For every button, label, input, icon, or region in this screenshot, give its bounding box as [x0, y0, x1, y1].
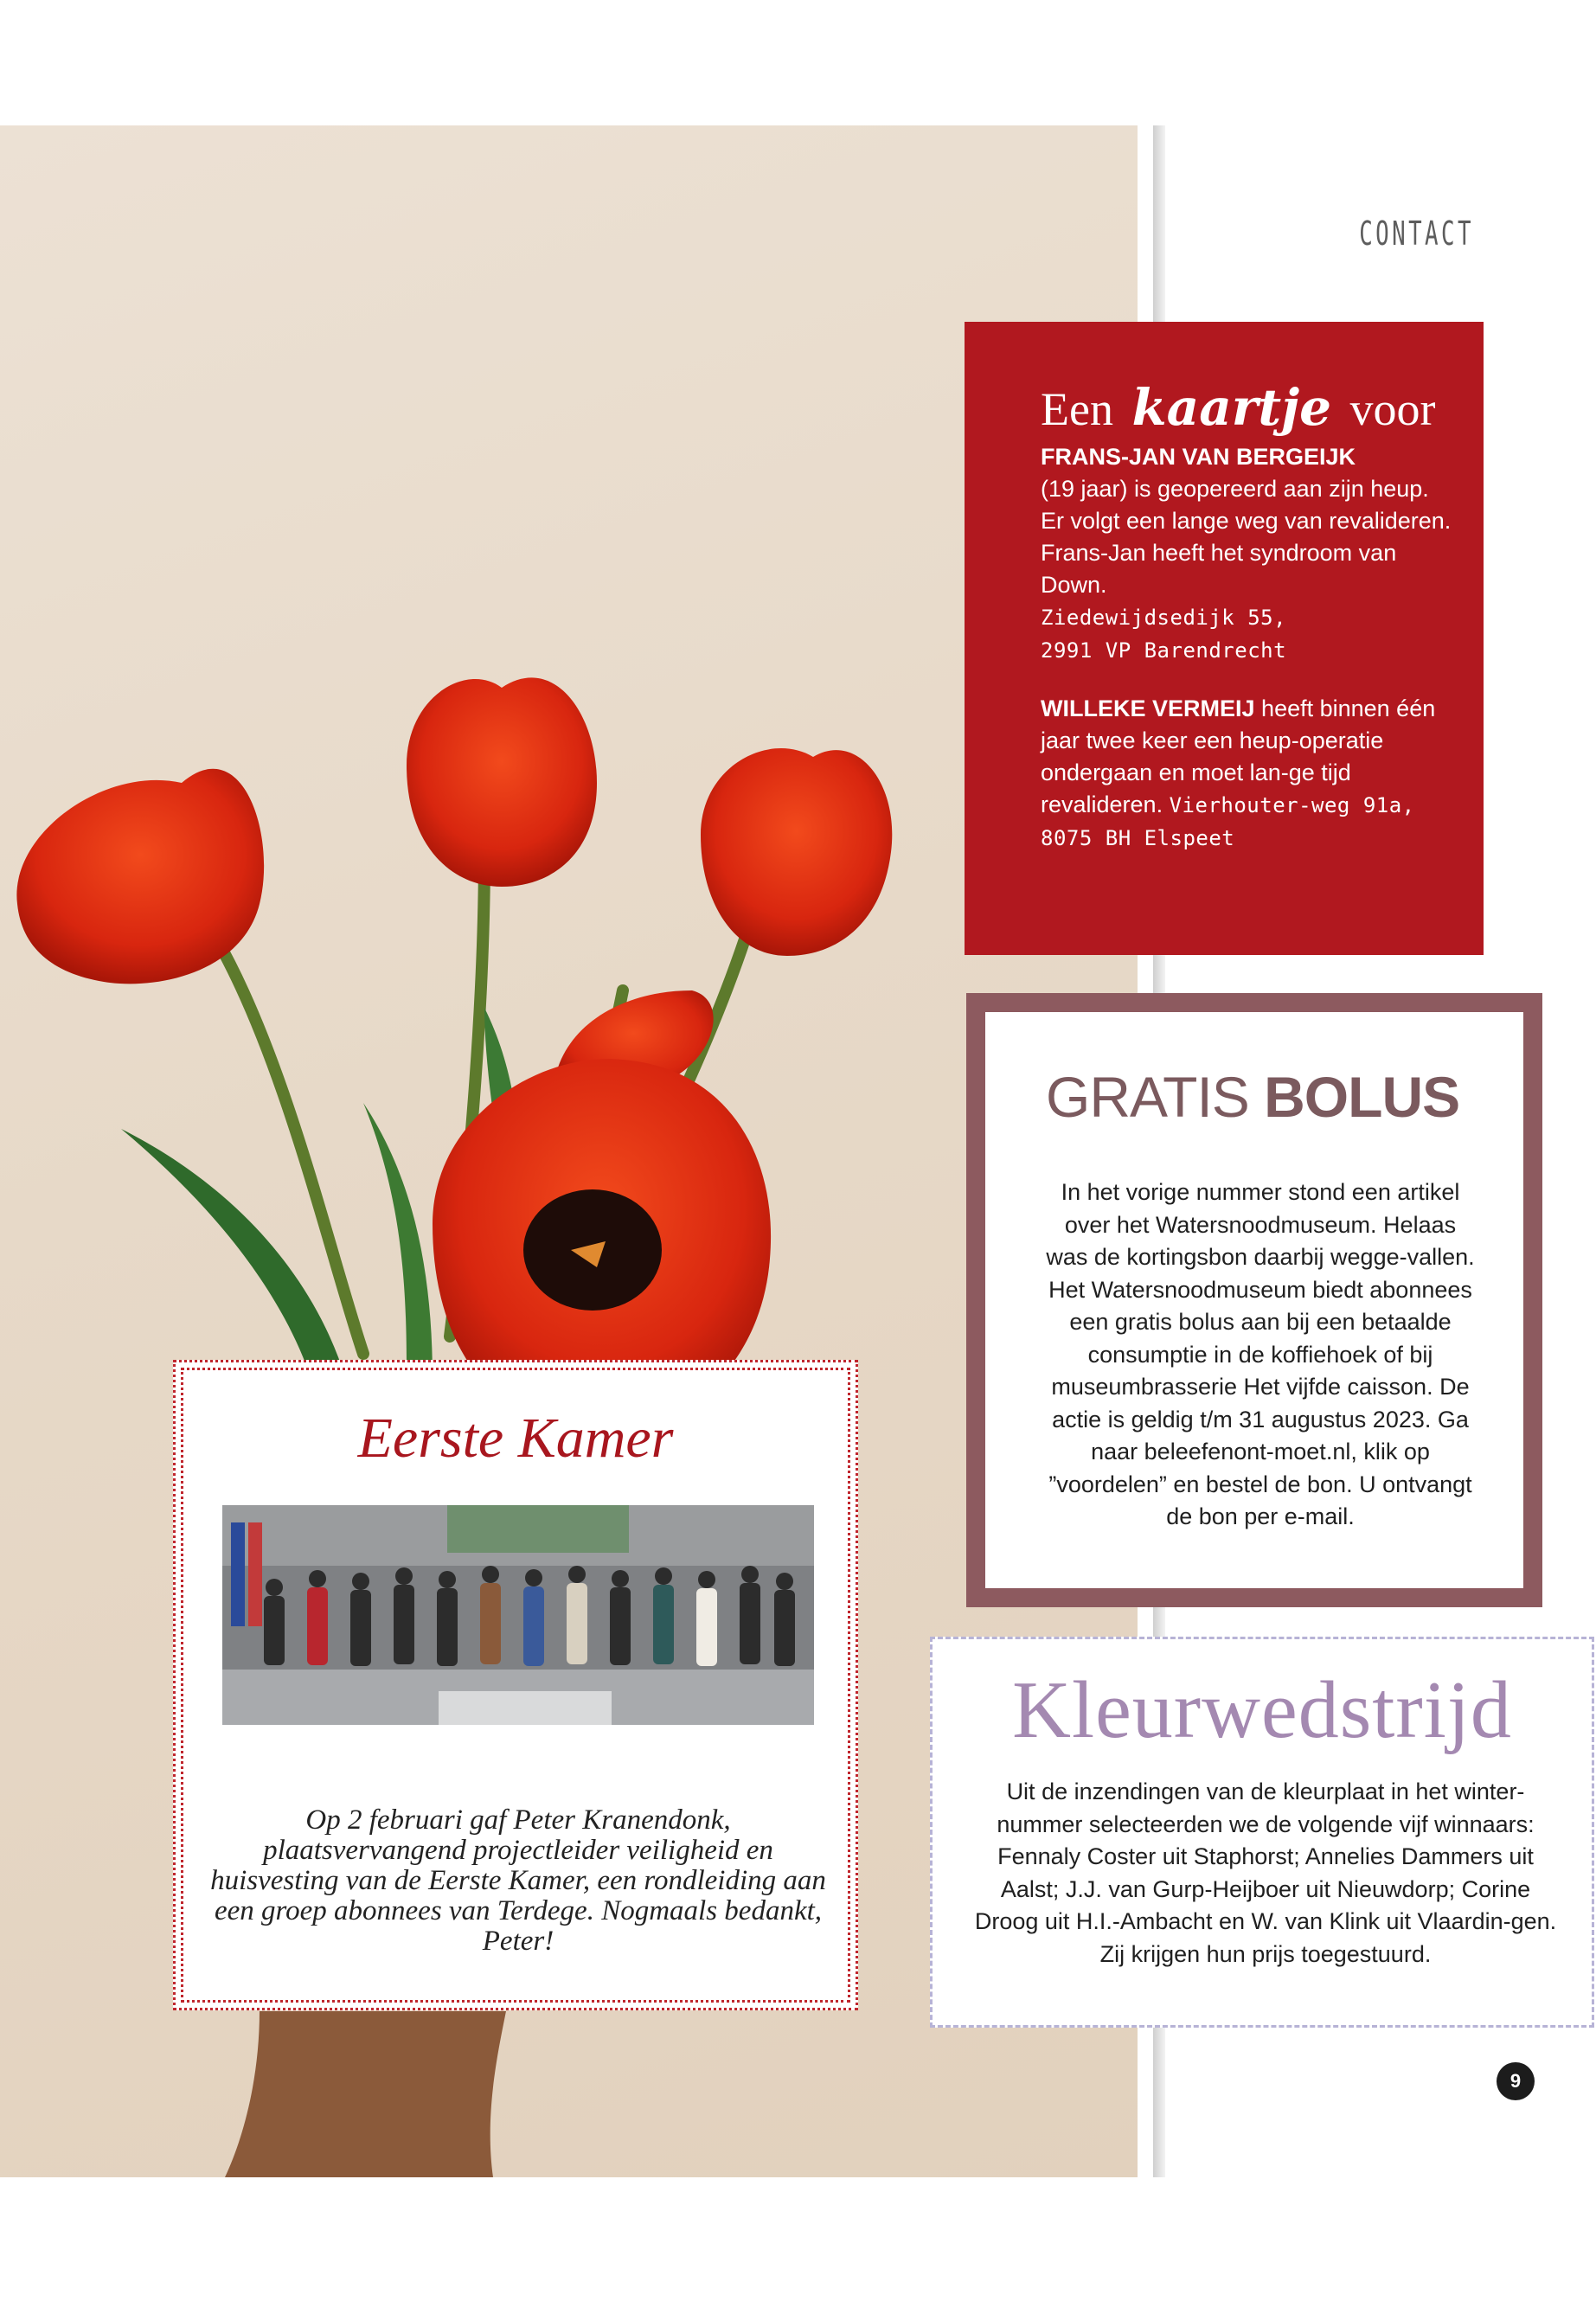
person-1-block	[1041, 441, 1456, 667]
person-2-address: Vierhouter-weg 91a, 8075 BH Elspeet	[1041, 793, 1415, 850]
person-1-name: FRANS-JAN VAN BERGEIJK	[1041, 444, 1356, 470]
bolus-title	[1046, 1064, 1459, 1130]
person-1-address-line2: 2991 VP Barendrecht	[1041, 638, 1287, 663]
kleurwedstrijd-title: Kleurwedstrijd	[1012, 1665, 1512, 1755]
group-photo-icon	[222, 1505, 814, 1725]
person-2-block	[1041, 693, 1456, 855]
bolus-title-bold: BOLUS	[1264, 1065, 1460, 1129]
kaartje-box	[965, 322, 1484, 955]
bolus-text: In het vorige nummer stond een artikel over het Watersnoodmuseum. Helaas was de kortingsbon daarbij wegge-vallen. Het Watersnoodmuseum biedt abonnees een gratis bolus aan bij een betaalde consumptie in de koffiehoek of bij museumbrasserie Het vijfde caisson. De actie is geldig t/m 31 augustus 2023. Ga naar beleefenont-moet.nl, klik op ”voordelen” en bestel de bon. U ontvangt de bon per e-mail.	[1046, 1179, 1475, 1529]
section-label: CONTACT	[1359, 215, 1474, 253]
person-2-name: WILLEKE VERMEIJ	[1041, 695, 1255, 721]
eerste-kamer-caption: Op 2 februari gaf Peter Kranendonk, plaatsvervangend projectleider veiligheid en huisvesting van de Eerste Kamer, een rondleiding aan een groep abonnees van Terdege. Nogmaals bedankt, Peter!	[210, 1804, 826, 1957]
bolus-box	[966, 993, 1542, 1607]
kaartje-title-after: voor	[1349, 383, 1436, 435]
kaartje-title	[1041, 378, 1484, 437]
group-photo	[222, 1505, 814, 1725]
page-number: 9	[1497, 2062, 1535, 2100]
person-2-text: heeft binnen één jaar twee keer een heup-operatie ondergaan en moet lan-ge tijd revalideren.	[1041, 695, 1436, 817]
kaartje-title-before: Een	[1041, 383, 1113, 435]
person-1-text: (19 jaar) is geopereerd aan zijn heup. Er volgt een lange weg van revalideren. Frans-Jan heeft het syndroom van Down.	[1041, 476, 1452, 598]
kaartje-title-script: kaartje	[1131, 378, 1332, 437]
person-1-address-line1: Ziedewijdsedijk 55,	[1041, 606, 1287, 630]
eerste-kamer-box	[173, 1360, 858, 2010]
kleurwedstrijd-box	[930, 1637, 1594, 2028]
bolus-title-light: GRATIS	[1046, 1065, 1249, 1129]
eerste-kamer-title: Eerste Kamer	[357, 1407, 674, 1470]
kleurwedstrijd-text: Uit de inzendingen van de kleurplaat in het winter-nummer selecteerden we de volgende vijf winnaars: Fennaly Coster uit Staphorst; Annelies Dammers uit Aalst; J.J. van Gurp-Heijboer uit Nieuwdorp; Corine Droog uit H.I.-Ambacht en W. van Klink uit Vlaardin-gen. Zij krijgen hun prijs toegestuurd.	[974, 1779, 1557, 1967]
